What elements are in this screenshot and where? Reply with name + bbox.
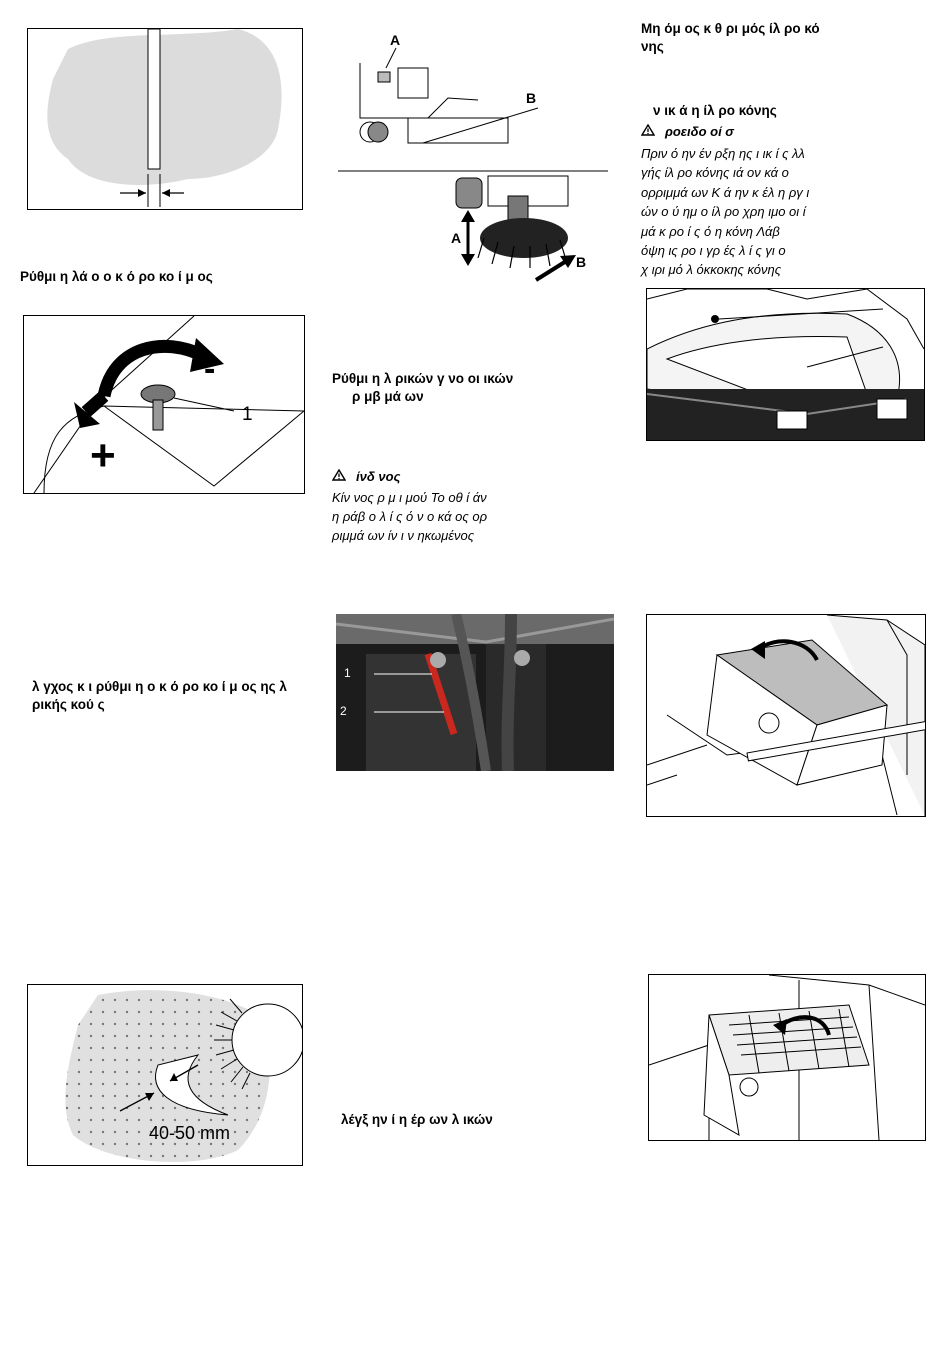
dimension-label: 40-50 mm xyxy=(149,1123,231,1143)
section-heading-rubber-adjust: Ρύθμι η λά ο ο κ ό ρο κο ί μ ος xyxy=(20,269,213,284)
figure-gap xyxy=(27,28,303,210)
warning-triangle-icon xyxy=(332,469,348,481)
section-heading-check-side-brushes: λέγξ ην ί η έρ ων λ ικών xyxy=(341,1112,493,1127)
label-b: B xyxy=(576,254,587,270)
knob-label-1: 1 xyxy=(242,404,253,425)
section-heading-dust-filter-cleaning: Μη όμ ος κ θ ρι μός ίλ ρο κό νης xyxy=(641,21,820,54)
figure-knob-adjust xyxy=(23,315,305,494)
photo-label-2: 2 xyxy=(340,704,347,718)
figure-filter-housing-open xyxy=(646,614,926,817)
figure-brush-contact xyxy=(27,984,303,1166)
photo-label-1: 1 xyxy=(344,666,351,680)
section-heading-dust-filter-replace: ν ικ ά η ίλ ρο κόνης xyxy=(653,103,777,118)
label-a-top: A xyxy=(390,32,401,48)
warning-title-caution: ροειδο οί σ xyxy=(641,123,734,141)
label-b-top: B xyxy=(526,90,537,106)
label-a: A xyxy=(451,230,462,246)
minus-sign: - xyxy=(204,350,216,388)
section-heading-side-brush-check: λ γχος κ ι ρύθμι η ο κ ό ρο κο ί μ ος ης λ ρικής κού ς xyxy=(32,679,287,712)
figure-brush-mount xyxy=(338,28,610,290)
warning-title-danger: ίνδ νος xyxy=(332,468,400,486)
section-heading-side-brush-adjust: Ρύθμι η λ ρικών γ νο οι ικών ρ μβ μά ων xyxy=(332,371,514,404)
caution-triangle-icon xyxy=(641,124,657,136)
warning-text-danger: Κίν νος ρ μ ι μού Το οθ ί άν η ράβ ο λ ί ς ό ν ο κά ος ορ ριμμά ων ίν ι ν ηκωμένος xyxy=(332,490,488,543)
figure-machine-cover xyxy=(646,288,925,441)
plus-sign: + xyxy=(90,431,116,480)
warning-text-caution: Πριν ό ην έν ρξη ης ι ικ ί ς λλ γής ίλ ρο κόνης ιά ον κά ο ορριμμά ων Κ ά ην κ έλ η ργ ι ών ο ύ ημ ο ίλ ρο χρη ιμο οι ί μά κ ρο ί ς ό η κόνη Λάβ όψη ις ρο ι γρ ές λ ί ς γι ο χ ιρι μό λ όκκοκης κόνης xyxy=(641,146,810,278)
photo-gas-spring xyxy=(336,614,614,771)
figure-filter-removal xyxy=(648,974,926,1141)
